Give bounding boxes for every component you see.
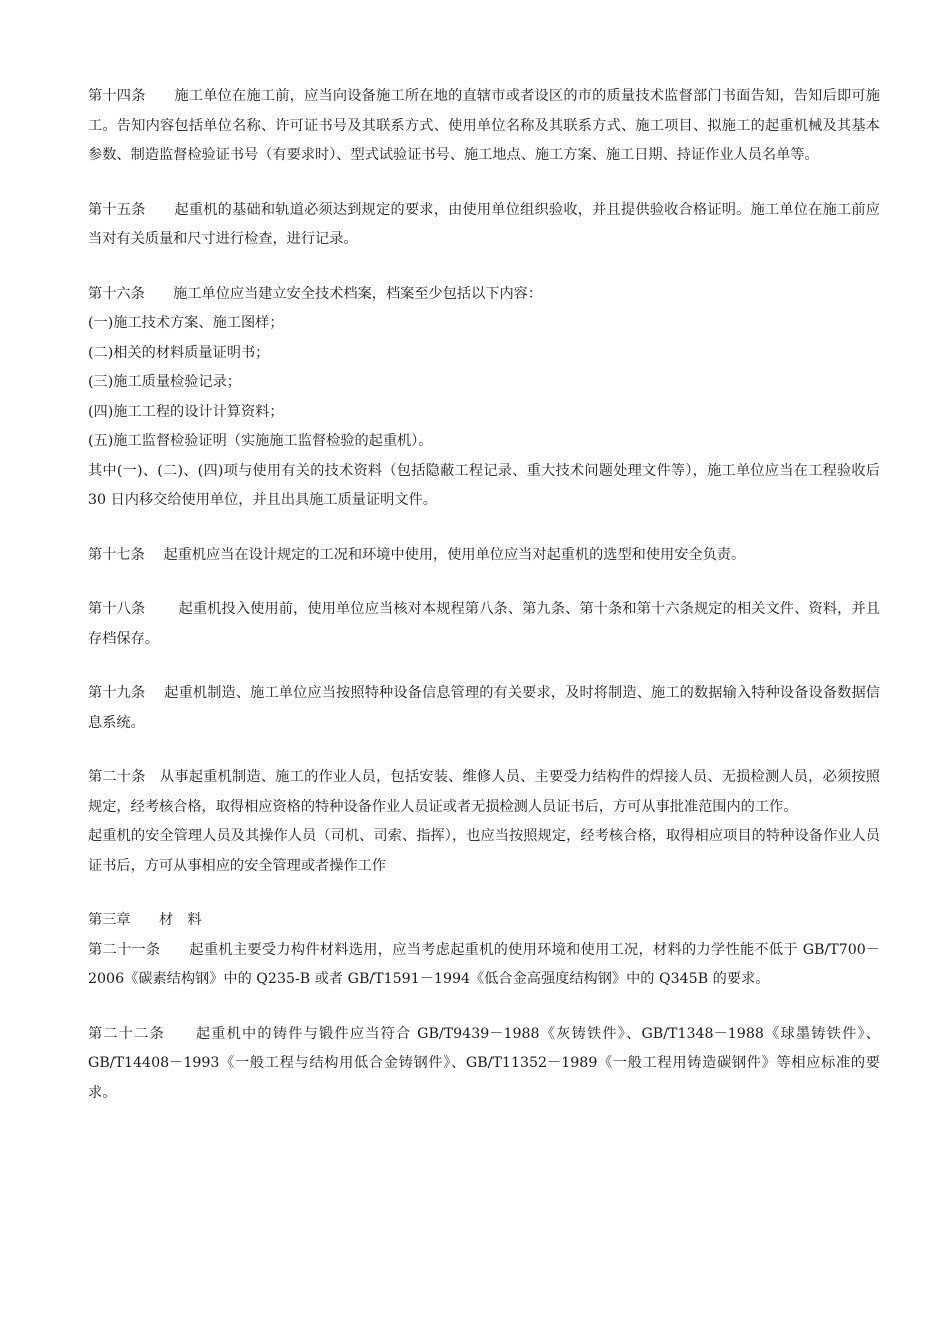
article-16-item-4: (四)施工工程的设计计算资料； [88, 403, 284, 420]
article-15-body [88, 196, 880, 255]
article-19-label: 第十九条 [88, 685, 146, 701]
article-14-text: 施工单位在施工前，应当向设备施工所在地的直辖市或者设区的市的质量技术监督部门书面告知，告知后即可施工。告知内容包括单位名称、许可证书号及其联系方式、使用单位名称及其联系方式、施工项目、拟施工的起重机械及其基本参数、制造监督检验证书号（有要求时）、型式试验证书号、施工地点、施工方案、施工日期、持证作业人员名单等。 [88, 88, 880, 163]
article-22 [88, 1020, 880, 1109]
article-20 [88, 763, 880, 881]
article-22-body [88, 1020, 880, 1109]
article-16-intro [88, 280, 880, 310]
article-19 [88, 679, 880, 738]
chapter-3-block [88, 906, 880, 995]
article-14-body [88, 82, 880, 171]
document-page [88, 82, 880, 1133]
article-20-body [88, 763, 880, 822]
article-21-label: 第二十一条 [88, 941, 161, 958]
article-21-body [88, 936, 880, 995]
chapter-title: 材 料 [158, 912, 202, 928]
article-16-text: 施工单位应当建立安全技术档案，档案至少包括以下内容： [173, 285, 543, 302]
article-16 [88, 280, 880, 516]
article-18-label: 第十八条 [88, 601, 146, 617]
article-21-text: 起重机主要受力构件材料选用，应当考虑起重机的使用环境和使用工况，材料的力学性能不低于 GB/T700－2006《碳素结构钢》中的 Q235-B 或者 GB/T1591－1994《低合金高强度结构钢》中的 Q345B 的要求。 [88, 941, 880, 987]
article-15 [88, 196, 880, 255]
chapter-label: 第三章 [88, 912, 131, 928]
article-17 [88, 541, 880, 571]
chapter-heading [88, 906, 880, 936]
article-20-text: 从事起重机制造、施工的作业人员，包括安装、维修人员、主要受力结构件的焊接人员、无损检测人员，必须按照规定，经考核合格，取得相应资格的特种设备作业人员证或者无损检测人员证书后，方可从事批准范围内的工作。 [88, 769, 880, 815]
article-17-body [88, 541, 880, 571]
article-18 [88, 595, 880, 654]
article-19-body [88, 679, 880, 738]
article-16-item-2: (二)相关的材料质量证明书； [88, 344, 270, 361]
article-16-item-3: (三)施工质量检验记录； [88, 374, 241, 390]
article-16-label: 第十六条 [88, 285, 145, 302]
article-18-body [88, 595, 880, 654]
article-17-label: 第十七条 [88, 546, 145, 563]
article-16-item-5: (五)施工监督检验证明（实施施工监督检验的起重机）。 [88, 433, 433, 449]
article-16-item-1: (一)施工技术方案、施工图样； [88, 315, 284, 331]
article-15-label: 第十五条 [88, 201, 146, 218]
article-14 [88, 82, 880, 171]
article-18-text: 起重机投入使用前，使用单位应当核对本规程第八条、第九条、第十条和第十六条规定的相关文件、资料，并且存档保存。 [88, 601, 880, 647]
article-17-text: 起重机应当在设计规定的工况和环境中使用，使用单位应当对起重机的选型和使用安全负责。 [163, 546, 746, 563]
article-22-label: 第二十二条 [88, 1025, 166, 1042]
article-20-label: 第二十条 [88, 769, 146, 785]
article-14-label: 第十四条 [88, 88, 146, 104]
article-15-text: 起重机的基础和轨道必须达到规定的要求，由使用单位组织验收，并且提供验收合格证明。施工单位在施工前应当对有关质量和尺寸进行检查，进行记录。 [88, 201, 880, 247]
article-16-note: 其中(一)、(二)、(四)项与使用有关的技术资料（包括隐蔽工程记录、重大技术问题处理文件等），施工单位应当在工程验收后 30 日内移交给使用单位，并且出具施工质量证明文件。 [88, 462, 880, 508]
article-20-continuation: 起重机的安全管理人员及其操作人员（司机、司索、指挥），也应当按照规定，经考核合格，取得相应项目的特种设备作业人员证书后，方可从事相应的安全管理或者操作工作 [88, 828, 880, 874]
article-19-text: 起重机制造、施工单位应当按照特种设备信息管理的有关要求，及时将制造、施工的数据输入特种设备设备数据信息系统。 [88, 685, 880, 731]
article-22-text: 起重机中的铸件与锻件应当符合 GB/T9439－1988《灰铸铁件》、GB/T1348－1988《球墨铸铁件》、GB/T14408－1993《一般工程与结构用低合金铸钢件》、GB/T11352－1989《一般工程用铸造碳钢件》等相应标准的要求。 [88, 1025, 880, 1101]
